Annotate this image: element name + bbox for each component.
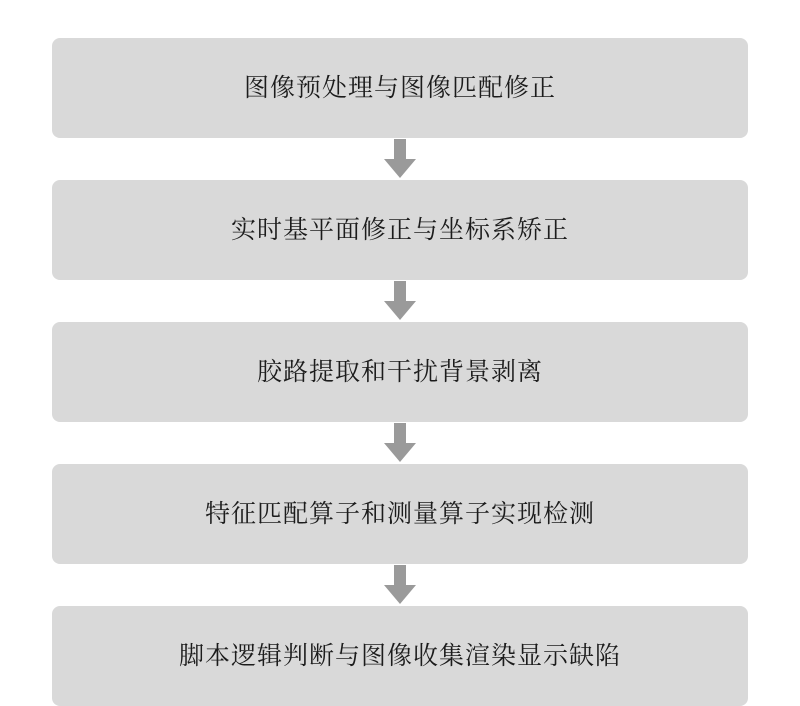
flow-node-label: 胶路提取和干扰背景剥离 (256, 358, 543, 386)
arrow-down-icon (380, 564, 420, 606)
flow-node-step-4[interactable] (52, 464, 748, 564)
flow-node-label: 特征匹配算子和测量算子实现检测 (204, 500, 595, 528)
arrow-down-icon (380, 138, 420, 180)
flow-node-label: 实时基平面修正与坐标系矫正 (230, 216, 569, 244)
flow-node-step-3[interactable] (52, 322, 748, 422)
arrow-down-icon (380, 280, 420, 322)
flow-node-step-5[interactable] (52, 606, 748, 706)
flow-node-label: 脚本逻辑判断与图像收集渲染显示缺陷 (178, 642, 621, 670)
flow-node-step-1[interactable] (52, 38, 748, 138)
flow-node-step-2[interactable] (52, 180, 748, 280)
arrow-down-icon (380, 422, 420, 464)
flow-node-label: 图像预处理与图像匹配修正 (243, 74, 556, 102)
